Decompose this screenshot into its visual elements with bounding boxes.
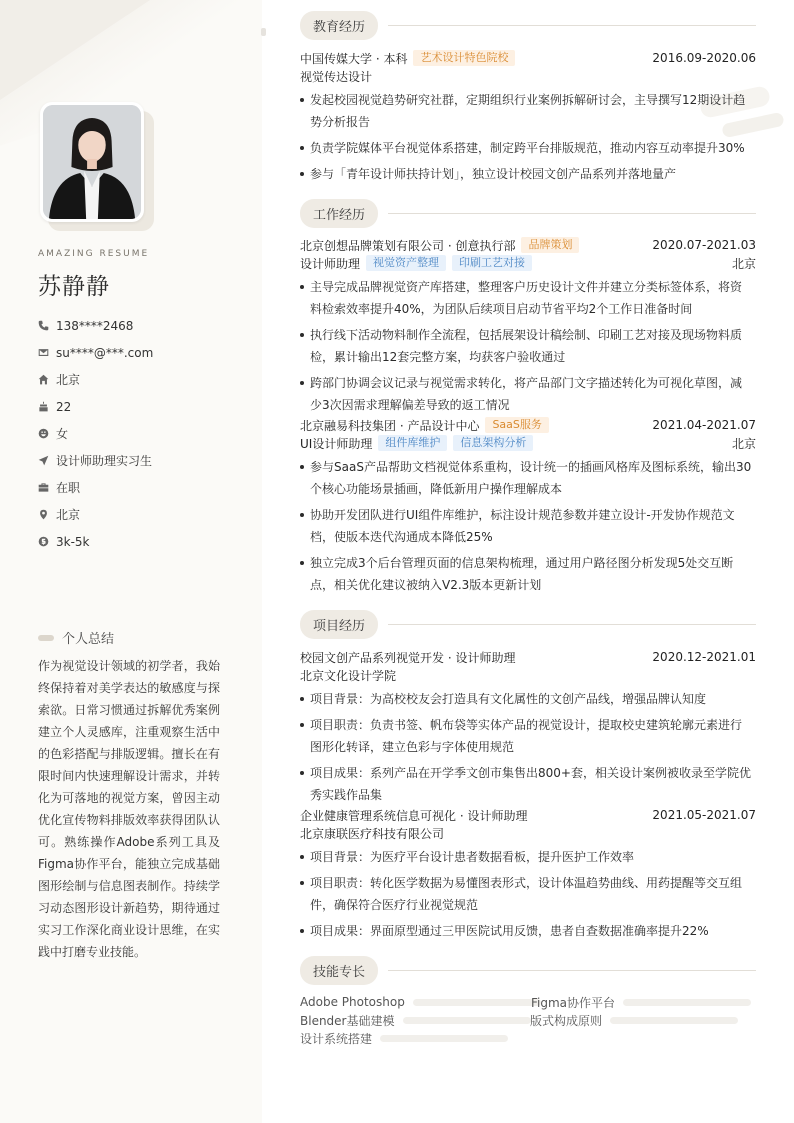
summary-header [38,628,114,647]
info-status: 在职 [38,474,248,501]
bullet-item: 执行线下活动物料制作全流程，包括展架设计稿绘制、印刷工艺对接及现场物料质检，累计输出12套完整方案，均获客户验收通过 [300,324,752,368]
summary-bar-decoration [38,635,54,641]
entry-date: 2020.07-2021.03 [652,238,756,252]
skill-name: Adobe Photoshop [300,995,405,1009]
candidate-name: 苏静静 [38,274,110,300]
section-skills-header [300,956,756,985]
entry-subheader [300,254,756,272]
skill-item [531,993,751,1011]
section-divider [388,213,756,214]
section-title: 工作经历 [300,199,378,228]
home-icon [38,374,56,385]
role-tag: 信息架构分析 [453,435,533,451]
bullet-item: 协助开发团队进行UI组件库维护，标注设计规范参数并建立设计-开发协作规范文档，使版本迭代沟通成本降低25% [300,504,752,548]
bullet-item: 跨部门协调会议记录与视觉需求转化，将产品部门文字描述转化为可视化草图，减少3次因需求理解偏差导致的返工情况 [300,372,752,416]
project-org: 北京康联医疗科技有限公司 [300,826,445,841]
entry-subheader [300,824,756,842]
entry-date: 2016.09-2020.06 [652,51,756,65]
info-salary: 3k-5k [38,528,248,555]
entry-subheader [300,666,756,684]
company-tag: 品牌策划 [521,237,579,253]
portrait-image [43,105,141,219]
project-entry [300,806,756,942]
bullet-item: 负责学院媒体平台视觉体系搭建，制定跨平台排版规范，推动内容互动率提升30% [300,137,752,159]
role-name: UI设计师助理 [300,436,373,451]
entry-header [300,49,756,67]
bullet-item: 项目成果：系列产品在开学季文创市集售出800+套，相关设计案例被收录至学院优秀实践作品集 [300,762,752,806]
skill-item [300,993,541,1011]
project-title: 校园文创产品系列视觉开发 · 设计师助理 [300,650,516,665]
contact-info-list [38,312,248,555]
major-name: 视觉传达设计 [300,69,373,84]
skill-bar-track [610,1017,738,1024]
send-icon [38,455,56,466]
info-city: 北京 [38,366,248,393]
entry-city: 北京 [731,436,756,451]
role-tag: 组件库维护 [378,435,447,451]
left-panel [0,0,262,1123]
skill-bar-track [380,1035,508,1042]
project-title: 企业健康管理系统信息可视化 · 设计师助理 [300,808,528,823]
project-org: 北京文化设计学院 [300,668,397,683]
section-title: 技能专长 [300,956,378,985]
section-title: 项目经历 [300,610,378,639]
bullet-item: 项目职责：转化医学数据为易懂图表形式，设计体温趋势曲线、用药提醒等交互组件，确保符合医疗行业视觉规范 [300,872,752,916]
tagline: AMAZING RESUME [38,249,150,259]
section-divider [388,624,756,625]
info-age: 22 [38,393,248,420]
skill-item [300,1029,508,1047]
phone-icon [38,320,56,331]
role-tag: 视觉资产整理 [366,255,446,271]
school-tag: 艺术设计特色院校 [413,50,515,66]
skill-name: 版式构成原则 [530,1013,603,1028]
cake-icon [38,401,56,412]
summary-text: 作为视觉设计领域的初学者，我始终保持着对美学表达的敏感度与探索欲。日常习惯通过拆解优秀案例建立个人灵感库，注重观察生活中的色彩搭配与排版逻辑。擅长在有限时间内快速理解设计需求，并转化为可落地的视觉方案，曾因主动优化宣传物料排版效率获得团队认可。熟练操作Adobe系列工具及Figma协作平台，能独立完成基础图形绘制与信息图表制作。持续学习动态图形设计新趋势，期待通过实习工作深化商业设计思维，在实践中打磨专业技能。 [38,659,220,959]
entry-city: 北京 [731,256,756,271]
entry-date: 2021.04-2021.07 [652,418,756,432]
mail-icon [38,347,56,358]
section-divider [388,25,756,26]
role-tag: 印刷工艺对接 [452,255,532,271]
skill-item [300,1011,531,1029]
company-name: 北京创想品牌策划有限公司 · 创意执行部 [300,238,516,253]
briefcase-icon [38,482,56,493]
work-entry [300,416,756,596]
entry-subheader [300,67,756,85]
decorative-triangle [0,0,150,100]
school-name: 中国传媒大学 · 本科 [300,51,408,66]
info-phone: 138****2468 [38,312,248,339]
bullet-item: 项目背景：为高校校友会打造具有文化属性的文创产品线，增强品牌认知度 [300,688,752,710]
bullet-item: 主导完成品牌视觉资产库搭建，整理客户历史设计文件并建立分类标签体系，将资料检索效率提升40%，为团队后续项目启动节省平均2个工作日准备时间 [300,276,752,320]
bullet-item: 项目背景：为医疗平台设计患者数据看板，提升医护工作效率 [300,846,752,868]
info-location: 北京 [38,501,248,528]
decorative-dot [261,28,266,36]
role-name: 设计师助理 [300,256,361,271]
avatar [40,102,144,222]
salary-icon [38,536,56,547]
location-pin-icon [38,509,56,520]
entry-date: 2021.05-2021.07 [652,808,756,822]
section-divider [388,970,756,971]
bullet-item: 参与「青年设计师扶持计划」，独立设计校园文创产品系列并落地量产 [300,163,752,185]
section-projects-header [300,610,756,639]
entry-header [300,806,756,824]
entry-date: 2020.12-2021.01 [652,650,756,664]
info-email: su****@***.com [38,339,248,366]
entry-subheader [300,434,756,452]
project-entry [300,648,756,806]
bullet-item: 项目成果：界面原型通过三甲医院试用反馈，患者自查数据准确率提升22% [300,920,752,942]
section-title: 教育经历 [300,11,378,40]
skill-bar-track [403,1017,531,1024]
section-education-header [300,11,756,40]
company-name: 北京融易科技集团 · 产品设计中心 [300,418,480,433]
bullet-item: 项目职责：负责书签、帆布袋等实体产品的视觉设计，提取校史建筑轮廓元素进行图形化转译，建立色彩与字体使用规范 [300,714,752,758]
entry-header [300,416,756,434]
education-entry [300,49,756,185]
info-target-position: 设计师助理实习生 [38,447,248,474]
info-gender: 女 [38,420,248,447]
skill-name: 设计系统搭建 [300,1031,373,1046]
bullet-item: 参与SaaS产品帮助文档视觉体系重构，设计统一的插画风格库及图标系统，输出30个核心功能场景插画，降低新用户操作理解成本 [300,456,752,500]
entry-header [300,648,756,666]
skill-item [530,1011,738,1029]
skill-name: Blender基础建模 [300,1013,395,1028]
bullet-item: 发起校园视觉趋势研究社群，定期组织行业案例拆解研讨会，主导撰写12期设计趋势分析报告 [300,89,752,133]
work-entry [300,236,756,416]
company-tag: SaaS服务 [485,417,548,433]
gender-icon [38,428,56,439]
section-work-header [300,199,756,228]
skill-name: Figma协作平台 [531,995,616,1010]
entry-header [300,236,756,254]
skill-bar-track [413,999,541,1006]
summary-title: 个人总结 [62,632,115,647]
bullet-item: 独立完成3个后台管理页面的信息架构梳理，通过用户路径图分析发现5处交互断点，相关优化建议被纳入V2.3版本更新计划 [300,552,752,596]
skill-bar-track [623,999,751,1006]
